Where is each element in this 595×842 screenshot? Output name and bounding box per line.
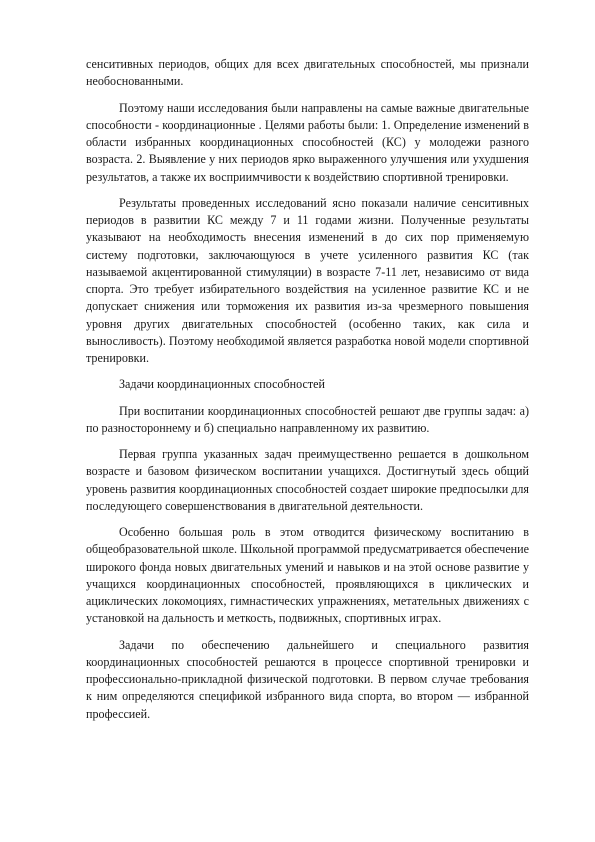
section-heading: Задачи координационных способностей	[119, 377, 325, 392]
document-page	[86, 56, 529, 732]
paragraph-results: Результаты проведенных исследований ясно показали наличие сенситивных периодов в развитии КС между 7 и 11 годами жизни. Полученные результаты указывают на необходимость внесения изменений в до сих пор применяемую систему подготовки, заключающуюся в учете усиленного развития КС (так называемой акцентированной стимуляции) в возрасте 7-11 лет, независимо от вида спорта. Это требует избирательного воздействия на усиленное развитие КС и не допускает снижения или торможения их развития из-за чрезмерного повышения уровня других двигательных способностей (особенно таких, как сила и выносливость). Поэтому необходимой является разработка новой модели спортивной тренировки.	[86, 195, 529, 365]
paragraph-continuation: сенситивных периодов, общих для всех двигательных способностей, мы признали необоснованными.	[86, 57, 529, 89]
paragraph-first-group: Первая группа указанных задач преимущественно решается в дошкольном возрасте и базовом физическом воспитании учащихся. Достигнутый здесь общий уровень развития координационных способностей создает широкие предпосылки для последующего совершенствования в двигательной деятельности.	[86, 447, 529, 513]
paragraph-task-groups: При воспитании координационных способностей решают две группы задач: а) по разностороннему и б) специально направленному их развитию.	[86, 403, 529, 435]
paragraph-school-role: Особенно большая роль в этом отводится физическому воспитанию в общеобразовательной школе. Школьной программой предусматривается обеспечение широкого фонда новых двигательных умений и навыков и на этой основе развитие у учащихся координационных способностей, проявляющихся в циклических и ациклических локомоциях, гимнастических упражнениях, метательных движениях с установкой на дальность и меткость, подвижных, спортивных играх.	[86, 525, 529, 626]
paragraph-research-goals: Поэтому наши исследования были направлены на самые важные двигательные способности - координационные . Целями работы были: 1. Определение изменений в области избранных координационных способностей (КС) у молодежи разного возраста. 2. Выявление у них периодов ярко выраженного улучшения или ухудшения результатов, а также их восприимчивости к воздействию спортивной тренировки.	[86, 100, 529, 184]
paragraph-further-development: Задачи по обеспечению дальнейшего и специального развития координационных способностей решаются в процессе спортивной тренировки и профессионально-прикладной физической подготовки. В первом случае требования к ним определяются спецификой избранного вида спорта, во втором — избранной профессией.	[86, 637, 529, 721]
